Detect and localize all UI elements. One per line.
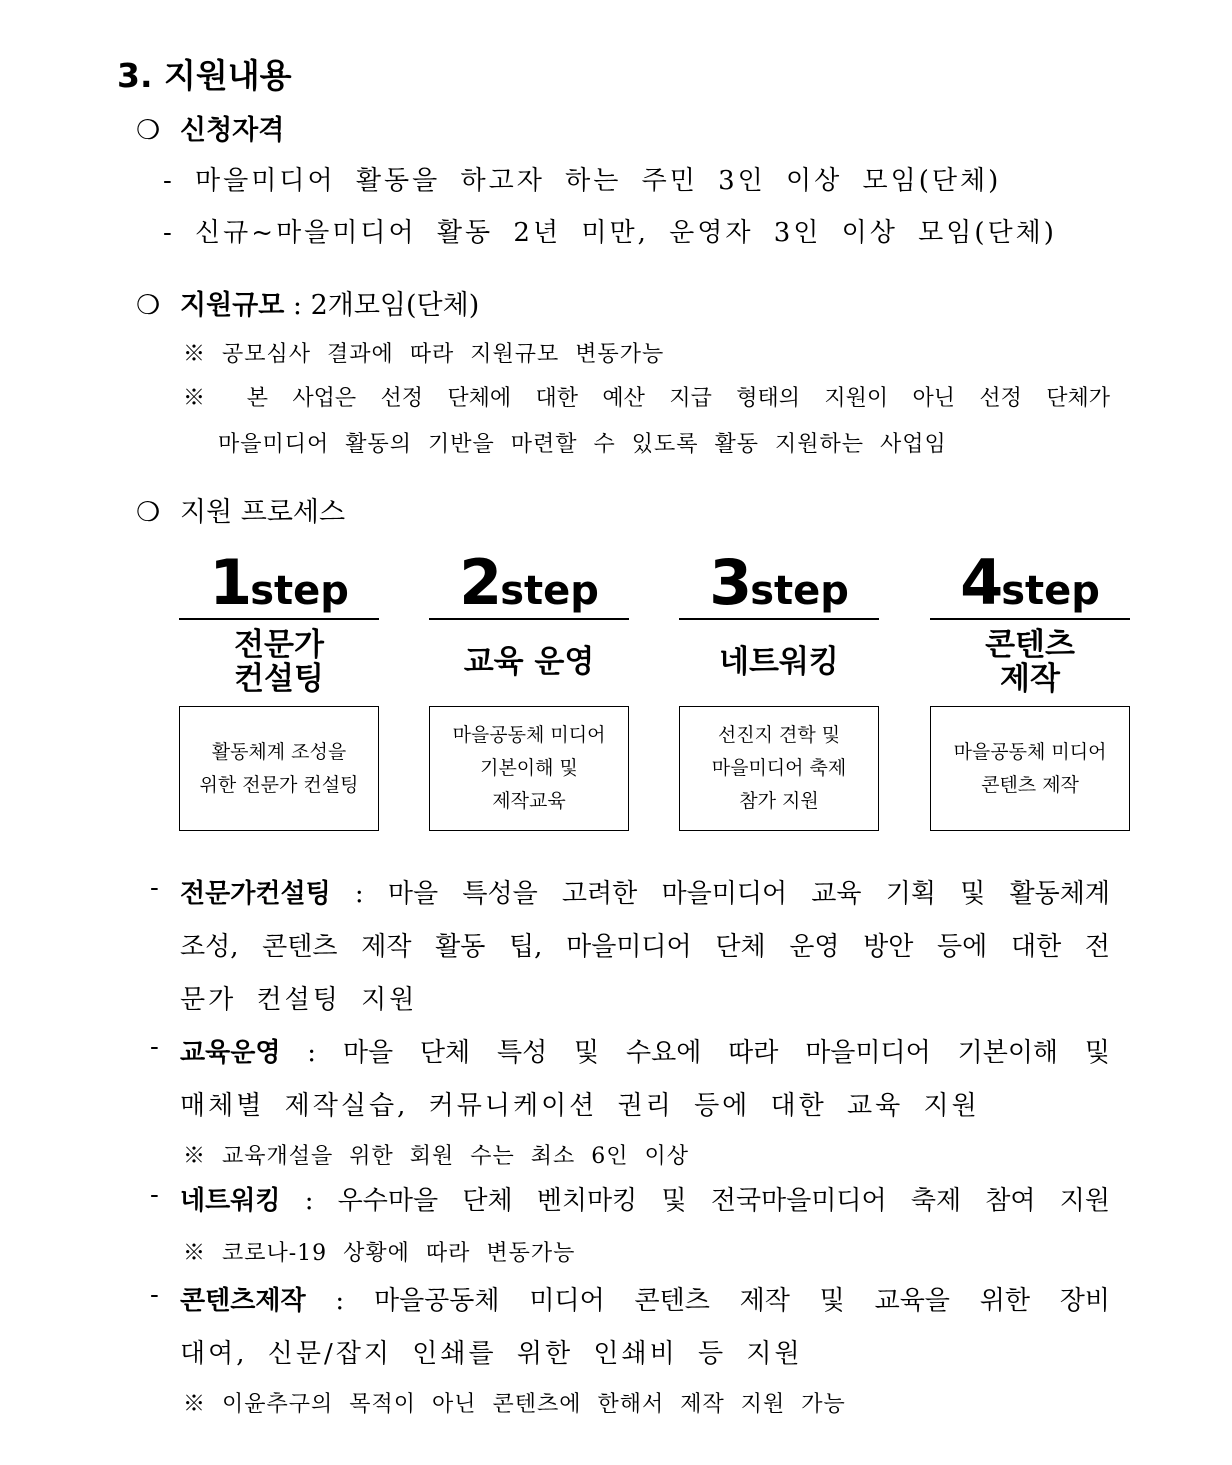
consulting-text-1: : 마을 특성을 고려한 마을미디어 교육 기획 및 활동체계: [330, 879, 1110, 909]
step-word: step: [500, 568, 599, 614]
scale-note-1: ※ 공모심사 결과에 따라 지원규모 변동가능: [183, 342, 665, 367]
networking-note: ※ 코로나-19 상황에 따라 변동가능: [183, 1241, 576, 1266]
content-line-1: [180, 1280, 1110, 1317]
consulting-line-3: 문가 컨설팅 지원: [180, 985, 418, 1015]
education-text-1: : 마을 단체 특성 및 수요에 따라 마을미디어 기본이해 및: [280, 1038, 1110, 1068]
step-number: 3: [709, 546, 751, 619]
step-description: 선진지 견학 및 마을미디어 축제 참가 지원: [679, 706, 879, 831]
networking-line-1: [180, 1180, 1110, 1217]
consulting-line-1: [180, 873, 1110, 910]
step-header: [679, 548, 879, 618]
circle-bullet-icon: ❍: [136, 497, 161, 528]
step-description: 마을공동체 미디어 기본이해 및 제작교육: [429, 706, 629, 831]
consulting-label: 전문가컨설팅: [180, 879, 331, 909]
step-name: 전문가 컨설팅: [234, 627, 324, 697]
step-name: 교육 운영: [463, 644, 595, 680]
process-heading-text: 지원 프로세스: [180, 497, 346, 528]
eligibility-item-1: - 마을미디어 활동을 하고자 하는 주민 3인 이상 모임(단체): [163, 166, 1002, 196]
step-word: step: [1001, 568, 1100, 614]
dash-bullet: -: [150, 873, 159, 903]
scale-note-3: 마을미디어 활동의 기반을 마련할 수 있도록 활동 지원하는 사업임: [218, 432, 947, 457]
scale-value: : 2개모임(단체): [284, 290, 480, 321]
scale-heading: [136, 283, 479, 322]
education-line-2: 매체별 제작실습, 커뮤니케이션 권리 등에 대한 교육 지원: [180, 1091, 980, 1121]
process-heading: [136, 490, 345, 529]
networking-label: 네트워킹: [180, 1186, 281, 1216]
step-word: step: [250, 568, 349, 614]
step-number: 1: [209, 546, 251, 619]
dash-bullet: -: [150, 1180, 159, 1210]
consulting-line-2: 조성, 콘텐츠 제작 활동 팁, 마을미디어 단체 운영 방안 등에 대한 전: [180, 932, 1110, 962]
step-number: 4: [960, 546, 1002, 619]
dash-bullet: -: [150, 1032, 159, 1062]
step-description: 마을공동체 미디어 콘텐츠 제작: [930, 706, 1130, 831]
content-line-2: 대여, 신문/잡지 인쇄를 위한 인쇄비 등 지원: [180, 1339, 803, 1369]
step-4: [930, 548, 1130, 831]
content-label: 콘텐츠제작: [180, 1286, 306, 1316]
step-number: 2: [459, 546, 501, 619]
education-note: ※ 교육개설을 위한 회원 수는 최소 6인 이상: [183, 1144, 689, 1169]
eligibility-heading-text: 신청자격: [180, 115, 285, 146]
education-label: 교육운영: [180, 1038, 281, 1068]
step-1: [179, 548, 379, 831]
dash-bullet: -: [150, 1280, 159, 1310]
step-3: [679, 548, 879, 831]
circle-bullet-icon: ❍: [136, 290, 161, 321]
networking-text-1: : 우수마을 단체 벤치마킹 및 전국마을미디어 축제 참여 지원: [280, 1186, 1110, 1216]
step-header: [429, 548, 629, 618]
step-name: 네트워킹: [719, 644, 839, 680]
eligibility-item-2: - 신규~마을미디어 활동 2년 미만, 운영자 3인 이상 모임(단체): [163, 218, 1057, 248]
step-header: [179, 548, 379, 618]
content-note: ※ 이윤추구의 목적이 아닌 콘텐츠에 한해서 제작 지원 가능: [183, 1392, 846, 1417]
step-name: 콘텐츠 제작: [985, 627, 1075, 697]
scale-heading-text: 지원규모: [180, 290, 285, 321]
content-text-1: : 마을공동체 미디어 콘텐츠 제작 및 교육을 위한 장비: [305, 1286, 1110, 1316]
scale-note-2: ※ 본 사업은 선정 단체에 대한 예산 지급 형태의 지원이 아닌 선정 단체가: [183, 386, 1110, 411]
education-line-1: [180, 1032, 1110, 1069]
step-2: [429, 548, 629, 831]
step-header: [930, 548, 1130, 618]
circle-bullet-icon: ❍: [136, 115, 161, 146]
section-title: 3. 지원내용: [117, 56, 292, 95]
step-description: 활동체계 조성을 위한 전문가 컨설팅: [179, 706, 379, 831]
step-word: step: [750, 568, 849, 614]
eligibility-heading: [136, 108, 284, 147]
